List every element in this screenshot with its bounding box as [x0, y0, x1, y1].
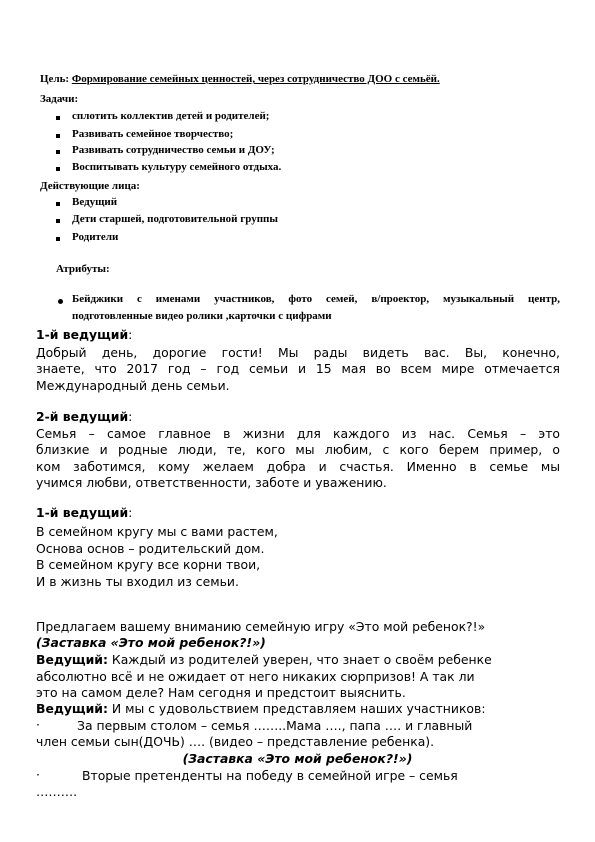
participant-line: член семьи сын(ДОЧЬ) …. (видео – представление ребенка). — [36, 734, 435, 749]
participant-line: Вторые претенденты на победу в семейной игре – семья — [82, 768, 458, 783]
bullet-icon — [56, 134, 60, 138]
paragraph-line: близкие и родные люди, те, кого мы любим, с кого берем пример, о — [36, 442, 560, 457]
paragraph-line: знаете, что 2017 год – год семьи и 15 мая во всем мире отмечается — [36, 361, 560, 376]
speaker-colon: : — [128, 409, 133, 424]
bullet-icon — [56, 219, 60, 223]
task-item: Развивать сотрудничество семьи и ДОУ; — [72, 144, 275, 156]
participant-line: ………. — [36, 784, 78, 799]
host-line — [36, 652, 492, 667]
characters-title: Действующие лица: — [40, 180, 140, 192]
game-intro: Предлагаем вашему вниманию семейную игру «Это мой ребенок?!» — [36, 619, 486, 634]
speaker-colon: : — [128, 327, 133, 342]
poem-line: В семейном кругу мы с вами растем, — [36, 524, 278, 539]
task-item: сплотить коллектив детей и родителей; — [72, 110, 270, 122]
host-text: Каждый из родителей уверен, что знает о своём ребенке — [107, 652, 492, 667]
speaker-name: 2-й ведущий — [36, 409, 129, 424]
task-item: Развивать семейное творчество; — [72, 128, 234, 140]
bullet-icon — [56, 167, 60, 171]
poem-line: Основа основ – родительский дом. — [36, 541, 265, 556]
goal-text: Формирование семейных ценностей, через сотрудничество ДОО с семьёй. — [71, 73, 440, 85]
character-item: Дети старшей, подготовительной группы — [72, 213, 278, 225]
paragraph-line: Семья – самое главное в жизни для каждого из нас. Семья – это — [36, 426, 560, 441]
goal-label: Цель: — [40, 73, 70, 85]
speaker-heading — [36, 409, 132, 424]
attributes-line: Бейджики с именами участников, фото семей, в/проектор, музыкальный центр, — [72, 293, 560, 305]
bullet-dot-icon — [58, 299, 63, 304]
speaker-heading — [36, 505, 132, 520]
speaker-colon: : — [128, 505, 133, 520]
bullet-icon — [56, 202, 60, 206]
paragraph-line: абсолютно всё и не ожидает от него никаких сюрпризов! А так ли — [36, 669, 475, 684]
bullet-icon — [56, 237, 60, 241]
attributes-title: Атрибуты: — [56, 263, 110, 275]
paragraph-line: Добрый день, дорогие гости! Мы рады видеть вас. Вы, конечно, — [36, 345, 560, 360]
speaker-heading — [36, 327, 132, 342]
host-label: Ведущий: — [36, 701, 108, 716]
bullet-icon — [56, 116, 60, 120]
character-item: Родители — [72, 231, 119, 243]
task-item: Воспитывать культуру семейного отдыха. — [72, 161, 282, 173]
host-text: И мы с удовольствием представляем наших участников: — [107, 701, 486, 716]
poem-line: В семейном кругу все корни твои, — [36, 557, 261, 572]
attributes-line: подготовленные видео ролики ,карточки с цифрами — [72, 310, 332, 322]
bullet-icon — [56, 150, 60, 154]
participant-line: За первым столом – семья ……..Мама …., папа …. и главный — [77, 718, 473, 733]
paragraph-line: учимся любви, ответственности, заботе и уважению. — [36, 475, 387, 490]
character-item: Ведущий — [72, 196, 118, 208]
paragraph-line: ком заботимся, кому желаем добра и счастья. Именно в семье мы — [36, 459, 560, 474]
speaker-name: 1-й ведущий — [36, 327, 129, 342]
host-label: Ведущий: — [36, 652, 108, 667]
list-bullet: · — [36, 767, 40, 782]
poem-line: И в жизнь ты входил из семьи. — [36, 574, 239, 589]
screensaver-note: (Заставка «Это мой ребенок?!») — [182, 751, 413, 766]
host-line — [36, 701, 486, 716]
tasks-title: Задачи: — [40, 93, 79, 105]
screensaver-note: (Заставка «Это мой ребенок?!») — [36, 635, 266, 650]
paragraph-line: это на самом деле? Нам сегодня и предстоит выяснить. — [36, 685, 406, 700]
paragraph-line: Международный день семьи. — [36, 378, 230, 393]
list-bullet: · — [36, 717, 40, 732]
goal-line — [40, 73, 440, 85]
speaker-name: 1-й ведущий — [36, 505, 129, 520]
